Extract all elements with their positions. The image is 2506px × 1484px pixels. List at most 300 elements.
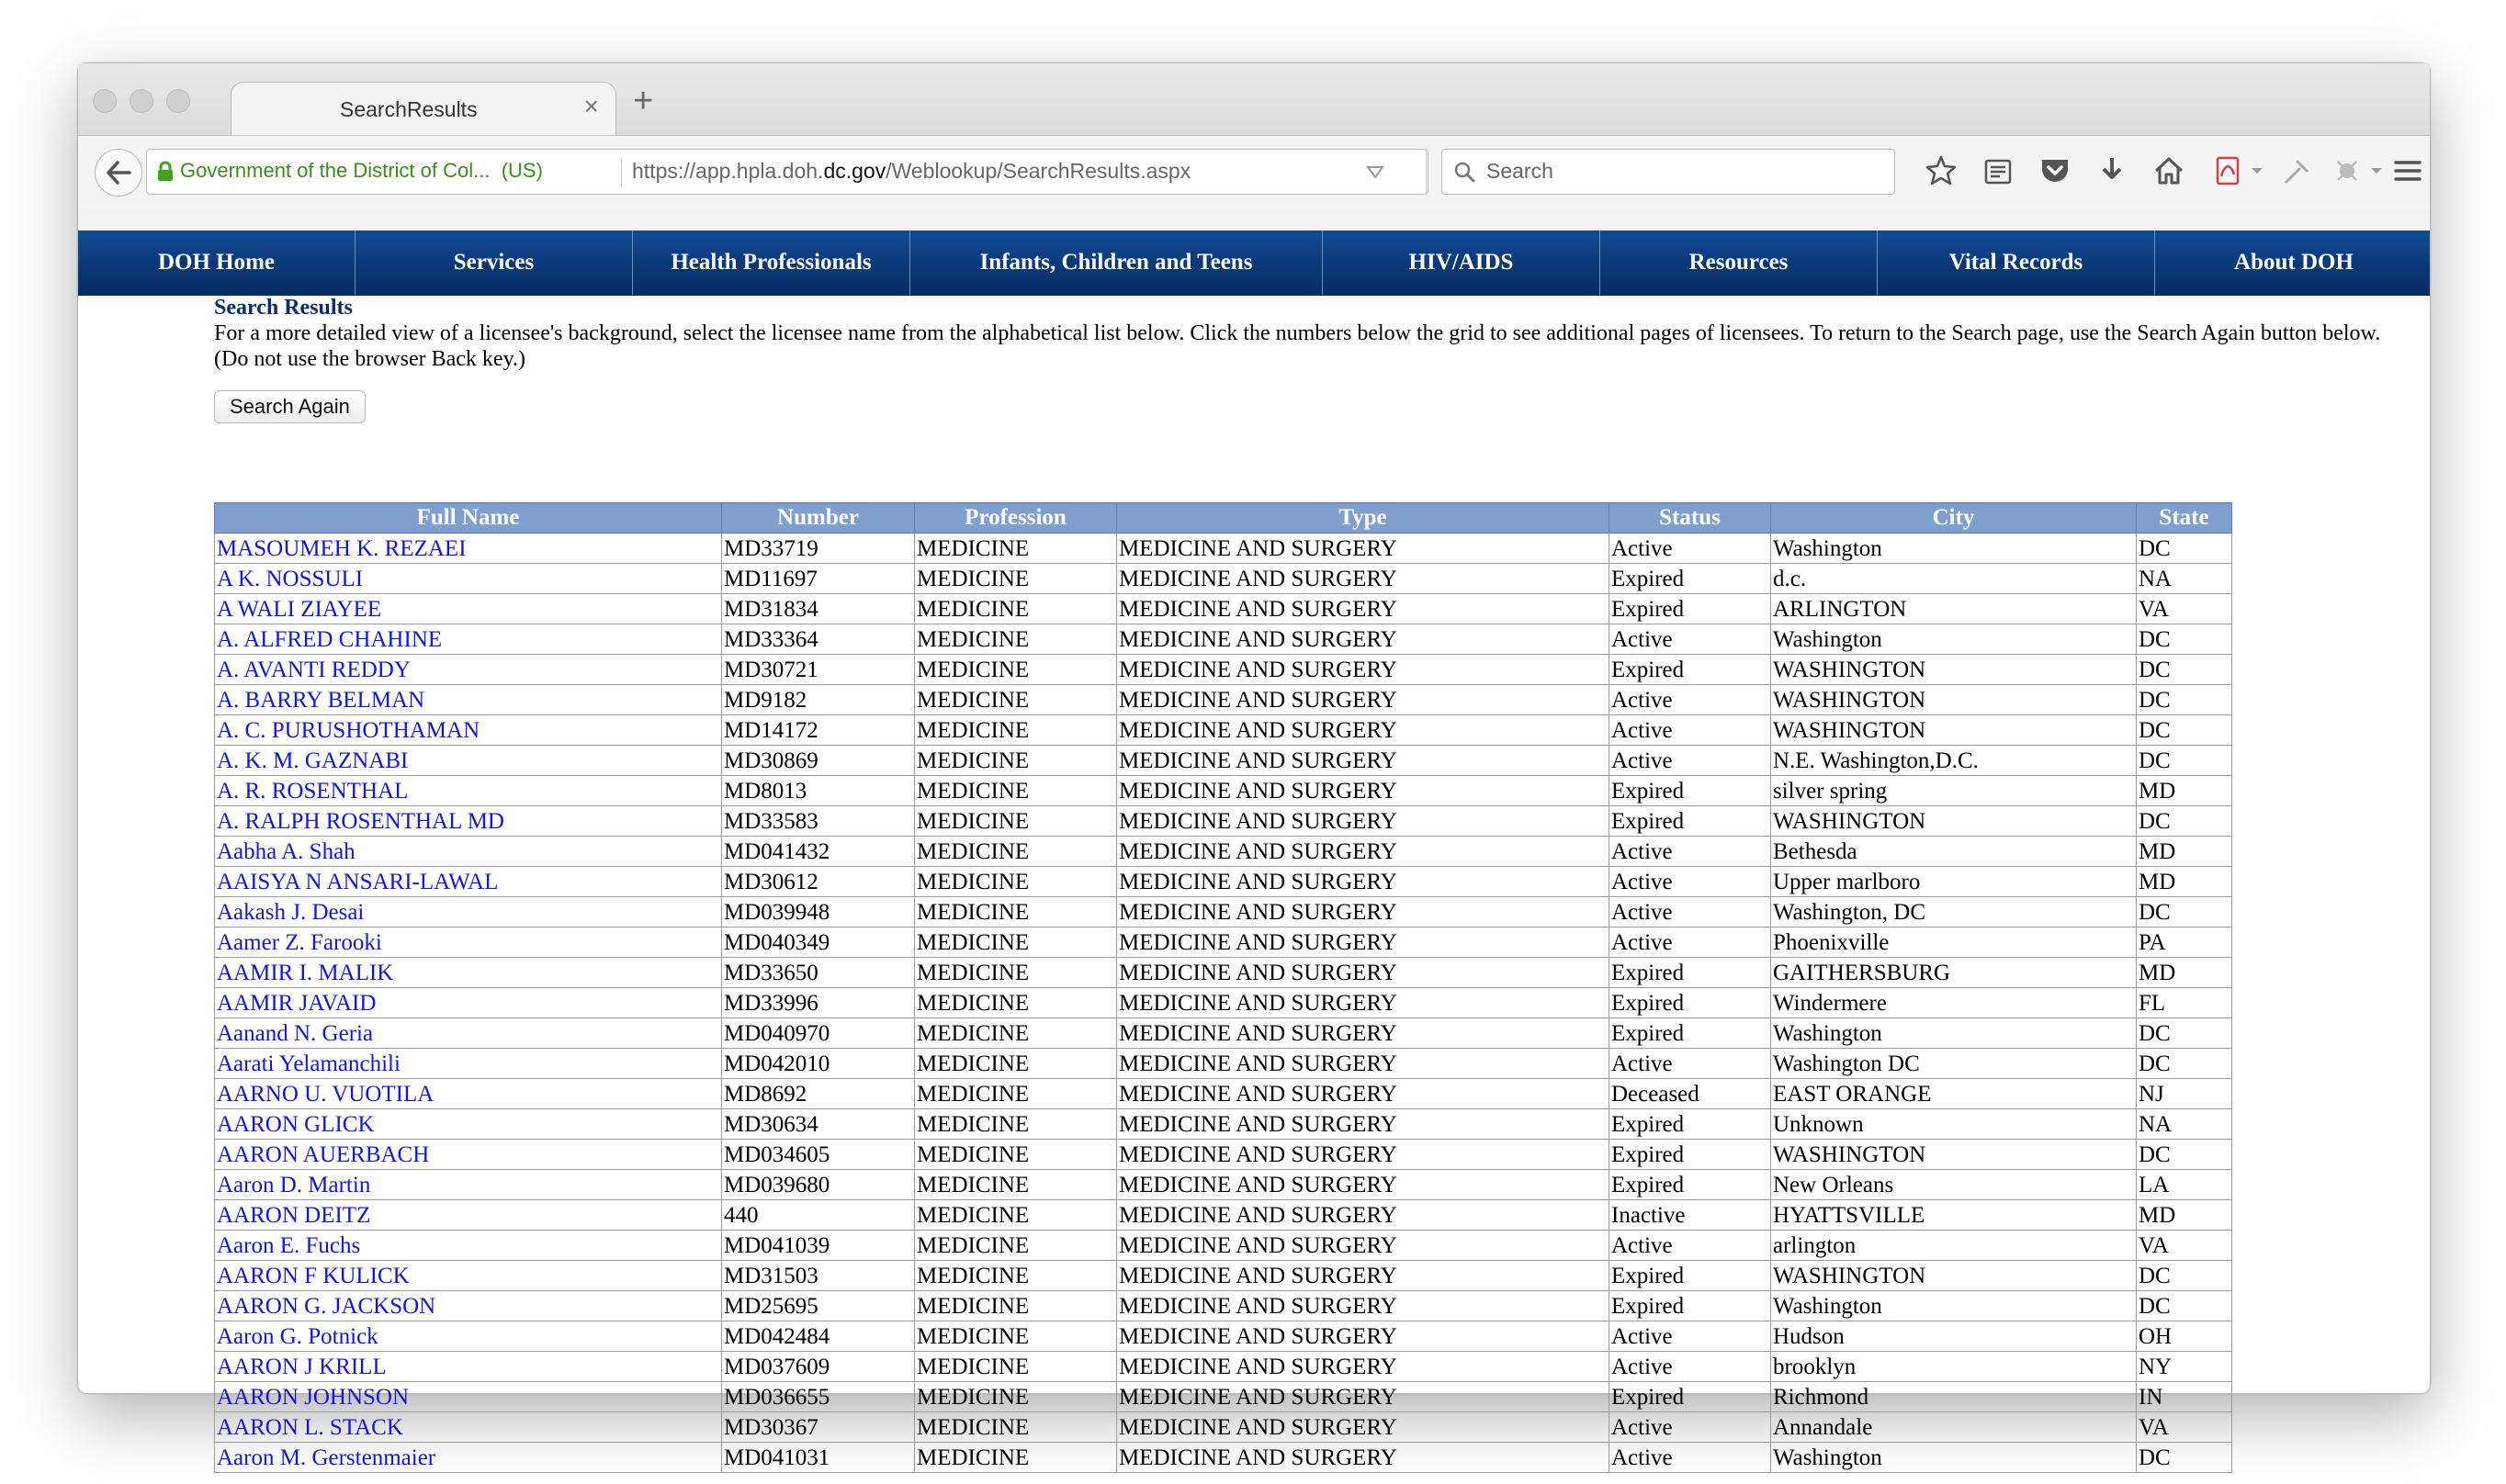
search-bar[interactable] <box>1441 149 1895 195</box>
pdf-extension-icon[interactable] <box>2211 154 2244 187</box>
cell-profession: MEDICINE <box>915 1200 1117 1231</box>
nav-hiv-aids[interactable]: HIV/AIDS <box>1323 230 1600 295</box>
licensee-name-link[interactable]: A. AVANTI REDDY <box>215 655 722 685</box>
cell-number: MD034605 <box>722 1140 915 1170</box>
url-dropdown-icon[interactable] <box>1365 162 1385 182</box>
cell-number: MD33719 <box>722 534 915 564</box>
cell-number: MD14172 <box>722 715 915 746</box>
cell-state: DC <box>2137 1018 2232 1049</box>
table-row <box>215 988 2232 1018</box>
table-row <box>215 776 2232 806</box>
cell-profession: MEDICINE <box>915 1170 1117 1200</box>
cell-number: MD25695 <box>722 1291 915 1321</box>
cell-state: DC <box>2137 1049 2232 1079</box>
table-row <box>215 958 2232 988</box>
licensee-name-link[interactable]: Aaron M. Gerstenmaier <box>215 1443 722 1473</box>
cell-number: MD041031 <box>722 1443 915 1473</box>
tab-close-icon[interactable]: × <box>583 92 599 120</box>
table-row <box>215 746 2232 776</box>
cell-state: DC <box>2137 685 2232 715</box>
cell-profession: MEDICINE <box>915 1049 1117 1079</box>
results-table <box>214 502 2232 1473</box>
cell-state: MD <box>2137 837 2232 867</box>
table-row <box>215 897 2232 928</box>
licensee-name-link[interactable]: A. BARRY BELMAN <box>215 685 722 715</box>
licensee-name-link[interactable]: AARNO U. VUOTILA <box>215 1079 722 1109</box>
cell-status: Inactive <box>1609 1200 1771 1231</box>
search-icon <box>1453 161 1475 183</box>
cell-status: Expired <box>1609 806 1771 837</box>
extension-icon[interactable] <box>2331 154 2364 187</box>
cell-number: MD041039 <box>722 1231 915 1261</box>
close-window-button[interactable] <box>93 89 117 113</box>
cell-profession: MEDICINE <box>915 1382 1117 1412</box>
lock-icon <box>156 162 175 182</box>
table-row <box>215 1231 2232 1261</box>
cell-state: DC <box>2137 624 2232 655</box>
cell-status: Deceased <box>1609 1079 1771 1109</box>
cell-number: MD31503 <box>722 1261 915 1291</box>
cell-type: MEDICINE AND SURGERY <box>1117 1321 1609 1352</box>
cell-status: Active <box>1609 897 1771 928</box>
licensee-name-link[interactable]: Aaron E. Fuchs <box>215 1231 722 1261</box>
cell-type: MEDICINE AND SURGERY <box>1117 715 1609 746</box>
cell-number: MD036655 <box>722 1382 915 1412</box>
cell-city: Washington, DC <box>1771 897 2137 928</box>
cell-profession: MEDICINE <box>915 1291 1117 1321</box>
cell-number: MD040349 <box>722 928 915 958</box>
cell-city: silver spring <box>1771 776 2137 806</box>
url-suffix: /Weblookup/SearchResults.aspx <box>886 159 1191 183</box>
cell-state: DC <box>2137 1291 2232 1321</box>
licensee-name-link[interactable]: MASOUMEH K. REZAEI <box>215 534 722 564</box>
cell-profession: MEDICINE <box>915 564 1117 594</box>
cell-state: IN <box>2137 1382 2232 1412</box>
cell-status: Expired <box>1609 564 1771 594</box>
nav-about-doh[interactable]: About DOH <box>2234 250 2354 275</box>
identity-separator <box>621 157 622 186</box>
cell-type: MEDICINE AND SURGERY <box>1117 958 1609 988</box>
column-header-city[interactable]: City <box>1771 503 2137 534</box>
zoom-window-button[interactable] <box>166 89 190 113</box>
nav-infants-children-teens[interactable]: Infants, Children and Teens <box>910 230 1323 295</box>
cell-state: DC <box>2137 715 2232 746</box>
cell-city: Hudson <box>1771 1321 2137 1352</box>
table-row <box>215 1261 2232 1291</box>
cell-profession: MEDICINE <box>915 1261 1117 1291</box>
instructions-text: For a more detailed view of a licensee's background, select the licensee name from the alphabetical list below. Click the numbers below the grid to see additional pages of licensees. To return to the Search page, use the Search Again button below. (Do not use the browser Back key.) <box>214 321 2381 371</box>
licensee-name-link[interactable]: Aamer Z. Farooki <box>215 928 722 958</box>
cell-number: 440 <box>722 1200 915 1231</box>
cell-city: Upper marlboro <box>1771 867 2137 897</box>
cell-type: MEDICINE AND SURGERY <box>1117 624 1609 655</box>
nav-services[interactable]: Services <box>356 230 633 295</box>
column-header-number[interactable]: Number <box>722 503 915 534</box>
cell-status: Expired <box>1609 1018 1771 1049</box>
site-identity[interactable] <box>180 159 543 183</box>
cell-status: Expired <box>1609 776 1771 806</box>
cell-type: MEDICINE AND SURGERY <box>1117 1352 1609 1382</box>
cell-state: DC <box>2137 897 2232 928</box>
cell-status: Expired <box>1609 1170 1771 1200</box>
cell-city: HYATTSVILLE <box>1771 1200 2137 1231</box>
cell-number: MD30721 <box>722 655 915 685</box>
url-domain: dc.gov <box>823 159 886 183</box>
content-top-margin <box>78 208 2430 231</box>
cell-profession: MEDICINE <box>915 806 1117 837</box>
cell-number: MD33583 <box>722 806 915 837</box>
browser-window <box>77 62 2431 1470</box>
licensee-name-link[interactable]: A. R. ROSENTHAL <box>215 776 722 806</box>
licensee-name-link[interactable]: A. K. M. GAZNABI <box>215 746 722 776</box>
nav-health-professionals[interactable]: Health Professionals <box>633 230 910 295</box>
minimize-window-button[interactable] <box>130 89 153 113</box>
cell-state: VA <box>2137 1412 2232 1443</box>
cell-city: EAST ORANGE <box>1771 1079 2137 1109</box>
cell-city: WASHINGTON <box>1771 715 2137 746</box>
cell-profession: MEDICINE <box>915 776 1117 806</box>
cell-city: Unknown <box>1771 1109 2137 1140</box>
chevron-down-icon[interactable] <box>2367 154 2386 187</box>
cell-number: MD33650 <box>722 958 915 988</box>
licensee-name-link[interactable]: A. RALPH ROSENTHAL MD <box>215 806 722 837</box>
cell-number: MD041432 <box>722 837 915 867</box>
cell-state: DC <box>2137 806 2232 837</box>
cell-profession: MEDICINE <box>915 958 1117 988</box>
table-row <box>215 564 2232 594</box>
cell-type: MEDICINE AND SURGERY <box>1117 1079 1609 1109</box>
cell-number: MD33996 <box>722 988 915 1018</box>
cell-type: MEDICINE AND SURGERY <box>1117 1170 1609 1200</box>
table-row <box>215 715 2232 746</box>
cell-type: MEDICINE AND SURGERY <box>1117 1200 1609 1231</box>
menu-icon[interactable] <box>2391 154 2424 187</box>
cell-city: WASHINGTON <box>1771 1261 2137 1291</box>
cell-state: DC <box>2137 1261 2232 1291</box>
licensee-name-link[interactable]: AARON G. JACKSON <box>215 1291 722 1321</box>
table-row <box>215 867 2232 897</box>
cell-state: FL <box>2137 988 2232 1018</box>
bookmark-star-icon[interactable] <box>1925 154 1958 187</box>
cell-status: Active <box>1609 1443 1771 1473</box>
cell-status: Expired <box>1609 988 1771 1018</box>
cell-state: VA <box>2137 594 2232 624</box>
cell-number: MD8013 <box>722 776 915 806</box>
table-row <box>215 1443 2232 1473</box>
table-row <box>215 1382 2232 1412</box>
cell-status: Expired <box>1609 655 1771 685</box>
table-row <box>215 685 2232 715</box>
cell-city: Washington <box>1771 534 2137 564</box>
cell-city: WASHINGTON <box>1771 685 2137 715</box>
site-navigation <box>78 230 2430 296</box>
licensee-name-link[interactable]: Aanand N. Geria <box>215 1018 722 1049</box>
table-row <box>215 1018 2232 1049</box>
results-table-body <box>215 534 2232 1473</box>
cell-status: Active <box>1609 1231 1771 1261</box>
cell-state: DC <box>2137 655 2232 685</box>
cell-number: MD9182 <box>722 685 915 715</box>
cell-number: MD31834 <box>722 594 915 624</box>
cell-city: ARLINGTON <box>1771 594 2137 624</box>
licensee-name-link[interactable]: A WALI ZIAYEE <box>215 594 722 624</box>
cell-profession: MEDICINE <box>915 715 1117 746</box>
cell-city: Washington DC <box>1771 1049 2137 1079</box>
licensee-name-link[interactable]: AAMIR I. MALIK <box>215 958 722 988</box>
cell-status: Active <box>1609 715 1771 746</box>
cell-profession: MEDICINE <box>915 746 1117 776</box>
cell-state: MD <box>2137 958 2232 988</box>
licensee-name-link[interactable]: Aabha A. Shah <box>215 837 722 867</box>
cell-status: Active <box>1609 534 1771 564</box>
cell-city: WASHINGTON <box>1771 1140 2137 1170</box>
nav-doh-home[interactable]: DOH Home <box>78 230 356 295</box>
cell-city: New Orleans <box>1771 1170 2137 1200</box>
tab-title: SearchResults <box>340 97 478 121</box>
cell-state: DC <box>2137 1140 2232 1170</box>
cell-city: GAITHERSBURG <box>1771 958 2137 988</box>
cell-type: MEDICINE AND SURGERY <box>1117 988 1609 1018</box>
column-header-status[interactable]: Status <box>1609 503 1771 534</box>
page-title: Search Results <box>214 296 353 320</box>
cell-status: Active <box>1609 928 1771 958</box>
search-again-button[interactable]: Search Again <box>214 390 366 423</box>
cell-profession: MEDICINE <box>915 594 1117 624</box>
cell-status: Active <box>1609 867 1771 897</box>
table-row <box>215 1321 2232 1352</box>
download-icon[interactable] <box>2095 154 2128 187</box>
cell-state: DC <box>2137 746 2232 776</box>
cell-type: MEDICINE AND SURGERY <box>1117 534 1609 564</box>
cell-type: MEDICINE AND SURGERY <box>1117 1018 1609 1049</box>
site-identity-org: Government of the District of Col... <box>180 159 491 182</box>
tab-search-results[interactable] <box>231 82 616 138</box>
cell-type: MEDICINE AND SURGERY <box>1117 1261 1609 1291</box>
cell-type: MEDICINE AND SURGERY <box>1117 837 1609 867</box>
cell-status: Expired <box>1609 1382 1771 1412</box>
cell-status: Expired <box>1609 1261 1771 1291</box>
table-row <box>215 624 2232 655</box>
cell-status: Active <box>1609 1412 1771 1443</box>
cell-profession: MEDICINE <box>915 685 1117 715</box>
table-row <box>215 1049 2232 1079</box>
cell-state: NY <box>2137 1352 2232 1382</box>
reading-list-icon[interactable] <box>1981 154 2015 187</box>
cell-type: MEDICINE AND SURGERY <box>1117 1140 1609 1170</box>
cell-status: Active <box>1609 1352 1771 1382</box>
cell-state: DC <box>2137 1443 2232 1473</box>
cell-state: MD <box>2137 867 2232 897</box>
page-content <box>214 295 2381 1470</box>
cell-number: MD33364 <box>722 624 915 655</box>
cell-profession: MEDICINE <box>915 1018 1117 1049</box>
cell-status: Expired <box>1609 958 1771 988</box>
cell-status: Active <box>1609 1049 1771 1079</box>
licensee-name-link[interactable]: AARON AUERBACH <box>215 1140 722 1170</box>
cell-city: WASHINGTON <box>1771 655 2137 685</box>
cell-type: MEDICINE AND SURGERY <box>1117 594 1609 624</box>
cell-status: Expired <box>1609 1140 1771 1170</box>
cell-status: Expired <box>1609 594 1771 624</box>
cell-profession: MEDICINE <box>915 1079 1117 1109</box>
cell-state: LA <box>2137 1170 2232 1200</box>
licensee-name-link[interactable]: AAISYA N ANSARI-LAWAL <box>215 867 722 897</box>
cell-type: MEDICINE AND SURGERY <box>1117 1049 1609 1079</box>
licensee-name-link[interactable]: Aarati Yelamanchili <box>215 1049 722 1079</box>
table-row <box>215 1291 2232 1321</box>
licensee-name-link[interactable]: Aakash J. Desai <box>215 897 722 928</box>
cell-profession: MEDICINE <box>915 1443 1117 1473</box>
licensee-name-link[interactable]: AARON DEITZ <box>215 1200 722 1231</box>
cell-profession: MEDICINE <box>915 1352 1117 1382</box>
cell-number: MD037609 <box>722 1352 915 1382</box>
cell-profession: MEDICINE <box>915 928 1117 958</box>
licensee-name-link[interactable]: AARON F KULICK <box>215 1261 722 1291</box>
cell-city: N.E. Washington,D.C. <box>1771 746 2137 776</box>
table-row <box>215 1079 2232 1109</box>
home-icon[interactable] <box>2152 154 2185 187</box>
cell-type: MEDICINE AND SURGERY <box>1117 1231 1609 1261</box>
back-arrow-icon <box>105 160 132 186</box>
cell-type: MEDICINE AND SURGERY <box>1117 685 1609 715</box>
new-tab-button[interactable]: + <box>633 82 654 120</box>
pocket-icon[interactable] <box>2038 154 2071 187</box>
column-header-type[interactable]: Type <box>1117 503 1609 534</box>
cell-state: VA <box>2137 1231 2232 1261</box>
cell-type: MEDICINE AND SURGERY <box>1117 776 1609 806</box>
cell-status: Active <box>1609 837 1771 867</box>
cell-number: MD039680 <box>722 1170 915 1200</box>
cell-profession: MEDICINE <box>915 624 1117 655</box>
cell-number: MD11697 <box>722 564 915 594</box>
navigation-toolbar <box>78 135 2430 210</box>
licensee-name-link[interactable]: AARON JOHNSON <box>215 1382 722 1412</box>
table-row <box>215 928 2232 958</box>
cell-type: MEDICINE AND SURGERY <box>1117 1443 1609 1473</box>
table-row <box>215 1170 2232 1200</box>
cell-type: MEDICINE AND SURGERY <box>1117 897 1609 928</box>
licensee-name-link[interactable]: AAMIR JAVAID <box>215 988 722 1018</box>
licensee-name-link[interactable]: A. C. PURUSHOTHAMAN <box>215 715 722 746</box>
url-text[interactable] <box>632 159 1191 184</box>
cell-profession: MEDICINE <box>915 867 1117 897</box>
cell-status: Active <box>1609 624 1771 655</box>
table-row <box>215 806 2232 837</box>
table-row <box>215 837 2232 867</box>
chevron-down-icon[interactable] <box>2248 154 2266 187</box>
cell-city: brooklyn <box>1771 1352 2137 1382</box>
cell-profession: MEDICINE <box>915 1412 1117 1443</box>
cell-state: PA <box>2137 928 2232 958</box>
cell-number: MD042484 <box>722 1321 915 1352</box>
cell-state: NJ <box>2137 1079 2232 1109</box>
cell-type: MEDICINE AND SURGERY <box>1117 746 1609 776</box>
cell-status: Active <box>1609 746 1771 776</box>
licensee-name-link[interactable]: AARON L. STACK <box>215 1412 722 1443</box>
cell-city: Annandale <box>1771 1412 2137 1443</box>
cell-number: MD30869 <box>722 746 915 776</box>
column-header-profession[interactable]: Profession <box>915 503 1117 534</box>
cell-state: DC <box>2137 534 2232 564</box>
cell-city: WASHINGTON <box>1771 806 2137 837</box>
cell-profession: MEDICINE <box>915 988 1117 1018</box>
column-header-full-name[interactable]: Full Name <box>215 503 722 534</box>
cell-type: MEDICINE AND SURGERY <box>1117 1109 1609 1140</box>
cell-city: Washington <box>1771 624 2137 655</box>
table-row <box>215 1140 2232 1170</box>
cell-type: MEDICINE AND SURGERY <box>1117 867 1609 897</box>
cell-city: Richmond <box>1771 1382 2137 1412</box>
table-row <box>215 1200 2232 1231</box>
licensee-name-link[interactable]: Aaron D. Martin <box>215 1170 722 1200</box>
cell-state: MD <box>2137 776 2232 806</box>
cell-number: MD039948 <box>722 897 915 928</box>
cell-type: MEDICINE AND SURGERY <box>1117 564 1609 594</box>
cell-number: MD040970 <box>722 1018 915 1049</box>
cell-city: Washington <box>1771 1291 2137 1321</box>
cell-type: MEDICINE AND SURGERY <box>1117 1382 1609 1412</box>
table-row <box>215 1412 2232 1443</box>
cell-state: MD <box>2137 1200 2232 1231</box>
cell-number: MD30612 <box>722 867 915 897</box>
licensee-name-link[interactable]: A. ALFRED CHAHINE <box>215 624 722 655</box>
cell-city: Bethesda <box>1771 837 2137 867</box>
cell-state: OH <box>2137 1321 2232 1352</box>
cell-type: MEDICINE AND SURGERY <box>1117 928 1609 958</box>
cell-status: Expired <box>1609 1291 1771 1321</box>
cell-number: MD8692 <box>722 1079 915 1109</box>
cell-type: MEDICINE AND SURGERY <box>1117 1291 1609 1321</box>
cell-city: Phoenixville <box>1771 928 2137 958</box>
cell-profession: MEDICINE <box>915 897 1117 928</box>
column-header-state[interactable]: State <box>2137 503 2232 534</box>
back-button[interactable] <box>95 149 142 197</box>
url-bar[interactable] <box>146 149 1428 195</box>
cell-profession: MEDICINE <box>915 1109 1117 1140</box>
cell-number: MD042010 <box>722 1049 915 1079</box>
cell-status: Active <box>1609 1321 1771 1352</box>
cell-profession: MEDICINE <box>915 655 1117 685</box>
cell-number: MD30367 <box>722 1412 915 1443</box>
cell-profession: MEDICINE <box>915 1231 1117 1261</box>
cell-status: Expired <box>1609 1109 1771 1140</box>
cell-type: MEDICINE AND SURGERY <box>1117 1412 1609 1443</box>
licensee-name-link[interactable]: AARON GLICK <box>215 1109 722 1140</box>
cell-profession: MEDICINE <box>915 1140 1117 1170</box>
licensee-name-link[interactable]: Aaron G. Potnick <box>215 1321 722 1352</box>
cell-profession: MEDICINE <box>915 1321 1117 1352</box>
licensee-name-link[interactable]: A K. NOSSULI <box>215 564 722 594</box>
cell-state: NA <box>2137 1109 2232 1140</box>
licensee-name-link[interactable]: AARON J KRILL <box>215 1352 722 1382</box>
cell-city: Windermere <box>1771 988 2137 1018</box>
cell-type: MEDICINE AND SURGERY <box>1117 806 1609 837</box>
tab-strip <box>78 63 2430 135</box>
search-input[interactable]: Search <box>1486 159 1553 183</box>
table-header-row <box>215 503 2232 534</box>
cell-city: arlington <box>1771 1231 2137 1261</box>
cell-number: MD30634 <box>722 1109 915 1140</box>
cell-type: MEDICINE AND SURGERY <box>1117 655 1609 685</box>
tools-icon[interactable] <box>2281 154 2314 187</box>
table-row <box>215 1109 2232 1140</box>
nav-vital-records[interactable]: Vital Records <box>1878 230 2155 295</box>
cell-city: Washington <box>1771 1443 2137 1473</box>
cell-city: d.c. <box>1771 564 2137 594</box>
cell-profession: MEDICINE <box>915 837 1117 867</box>
nav-resources[interactable]: Resources <box>1600 230 1878 295</box>
url-prefix: https://app.hpla.doh. <box>632 159 824 183</box>
